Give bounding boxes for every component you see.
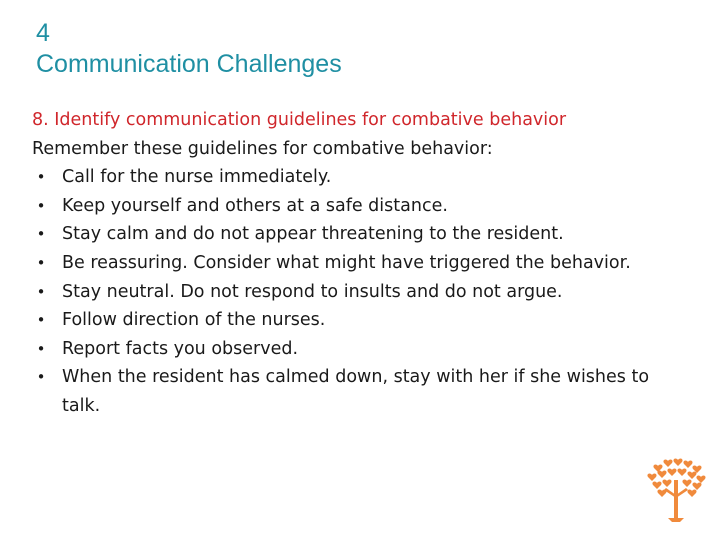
list-item [32,192,672,221]
list-item [32,363,672,420]
list-item [32,220,672,249]
tree-of-hearts-icon [640,458,712,536]
list-item-text: Report facts you observed. [62,338,299,359]
list-item [32,163,672,192]
list-item [32,306,672,335]
bullet-icon: • [36,196,46,215]
bullet-icon: • [36,225,46,244]
slide-header [36,18,342,80]
list-item-text: Follow direction of the nurses. [62,310,326,331]
bullet-icon: • [36,339,46,358]
learning-objective: 8. Identify communication guidelines for combative behavior [32,110,567,130]
intro-text: Remember these guidelines for combative behavior: [32,138,493,159]
list-item-text: Keep yourself and others at a safe distance. [62,195,448,216]
bullet-icon: • [36,282,46,301]
chapter-number: 4 [36,19,50,47]
list-item [32,335,672,364]
list-item [32,249,672,278]
list-item-text: Call for the nurse immediately. [62,167,332,188]
chapter-title: Communication Challenges [36,50,342,78]
slide-content [32,106,672,421]
bullet-icon: • [36,311,46,330]
bullet-icon: • [36,253,46,272]
list-item-text: Be reassuring. Consider what might have triggered the behavior. [62,252,631,273]
list-item [32,278,672,307]
guidelines-list [32,163,672,420]
bullet-icon: • [36,368,46,387]
bullet-icon: • [36,168,46,187]
hartman-logo [640,458,712,536]
list-item-text: Stay calm and do not appear threatening to the resident. [62,224,564,245]
list-item-text: When the resident has calmed down, stay with her if she wishes to talk. [62,367,650,416]
list-item-text: Stay neutral. Do not respond to insults and do not argue. [62,281,563,302]
